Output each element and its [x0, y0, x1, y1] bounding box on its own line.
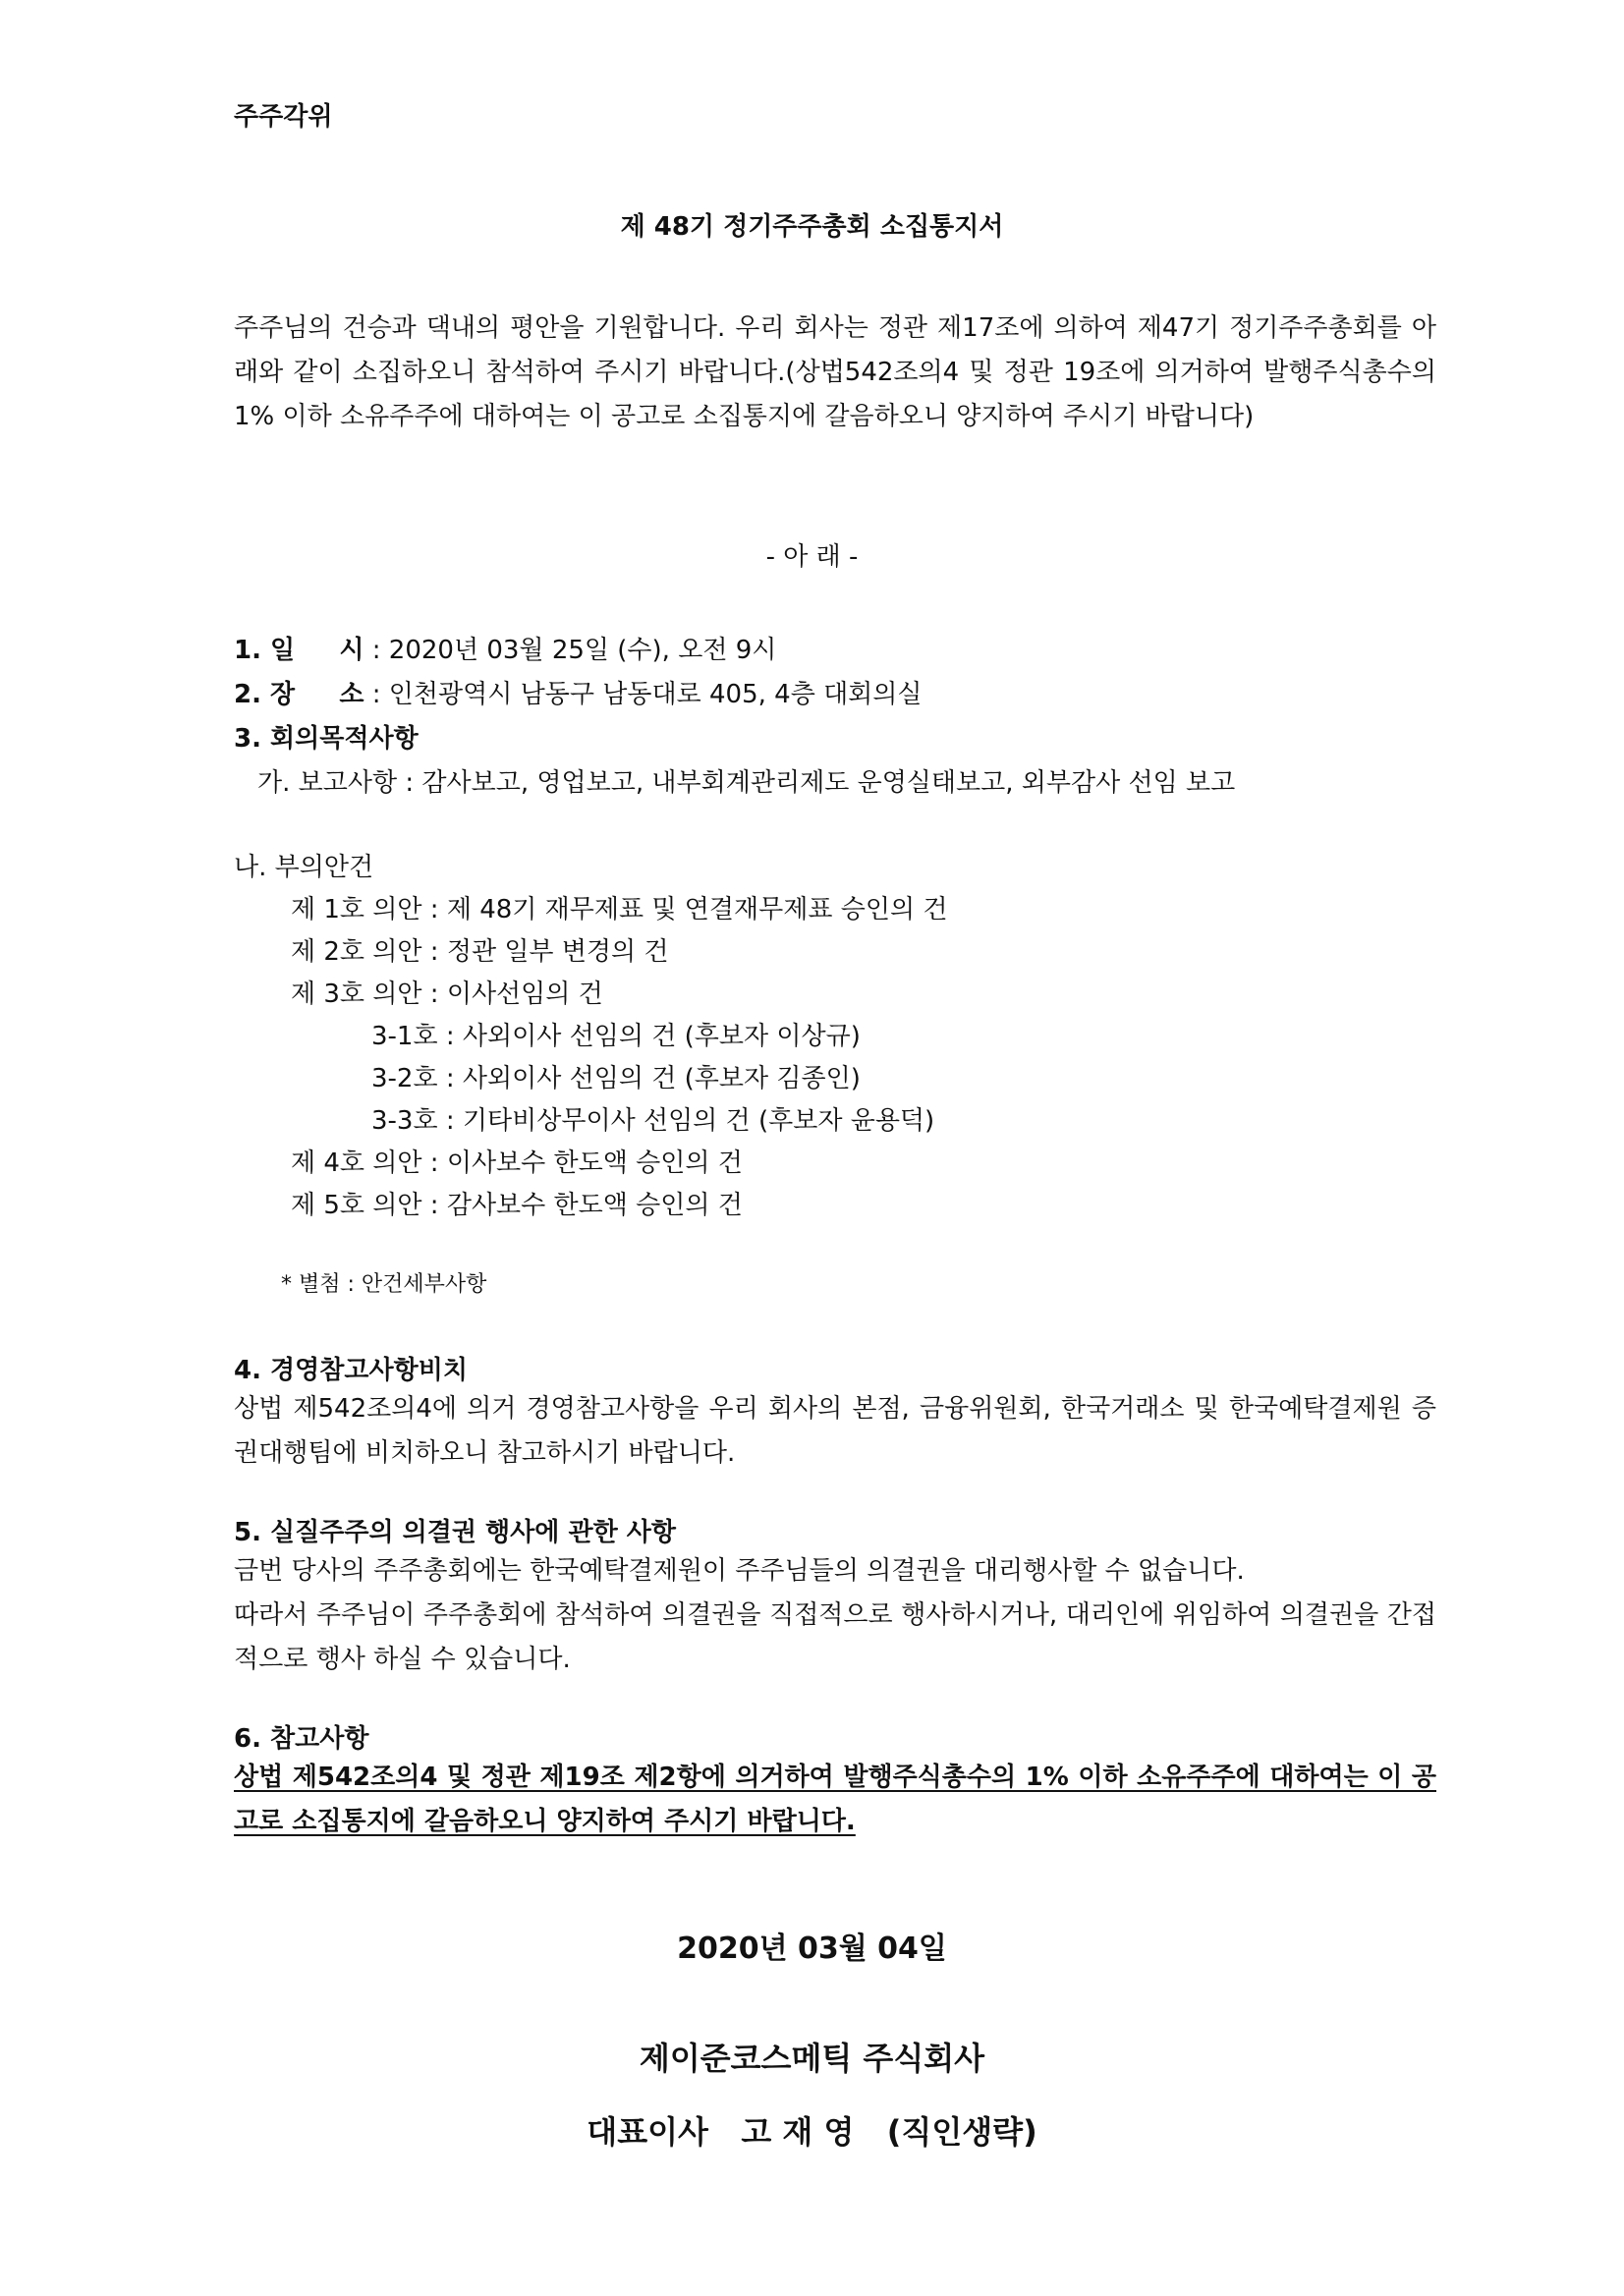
attachment-note: * 별첨 : 안건세부사항 [281, 1272, 487, 1297]
item-purpose-heading: 3. 회의목적사항 [234, 724, 419, 754]
issue-date: 2020년 03월 04일 [677, 1932, 947, 1966]
agenda-item: 제 1호 의안 : 제 48기 재무제표 및 연결재무제표 승인의 건 [291, 895, 948, 924]
agenda-item: 제 3호 의안 : 이사선임의 건 [291, 980, 603, 1009]
section-5-heading: 5. 실질주주의 의결권 행사에 관한 사항 [234, 1518, 676, 1547]
section-4-heading: 4. 경영참고사항비치 [234, 1356, 468, 1385]
section-6-heading: 6. 참고사항 [234, 1724, 369, 1754]
section-5-line1: 금번 당사의 주주총회에는 한국예탁결제원이 주주님들의 의결권을 대리행사할 수 없습니다. [234, 1556, 1245, 1586]
company-name: 제이준코스메틱 주식회사 [639, 2040, 985, 2077]
agenda-item: 제 4호 의안 : 이사보수 한도액 승인의 건 [291, 1148, 743, 1178]
item-place-value: : 인천광역시 남동구 남동대로 405, 4층 대회의실 [364, 680, 923, 709]
document-title: 제 48기 정기주주총회 소집통지서 [620, 212, 1004, 242]
report-items: 가. 보고사항 : 감사보고, 영업보고, 내부회계관리제도 운영실태보고, 외부감사 선임 보고 [257, 768, 1236, 798]
item-date-value: : 2020년 03월 25일 (수), 오전 9시 [364, 636, 777, 665]
meeting-details [234, 629, 1436, 806]
agenda-item: 제 2호 의안 : 정관 일부 변경의 건 [291, 937, 669, 967]
sub-agenda-item: 3-1호 : 사외이사 선임의 건 (후보자 이상규) [371, 1022, 861, 1051]
ceo-signature: 대표이사 고 재 영 (직인생략) [587, 2113, 1037, 2151]
agenda-heading: 나. 부의안건 [234, 853, 374, 882]
item-place-label: 2. 장 소 [234, 680, 364, 709]
section-4-body: 상법 제542조의4에 의거 경영참고사항을 우리 회사의 본점, 금융위원회, 한국거래소 및 한국예탁결제원 증권대행팀에 비치하오니 참고하시기 바랍니다. [234, 1394, 1436, 1468]
sub-agenda-item: 3-2호 : 사외이사 선임의 건 (후보자 김종인) [371, 1064, 861, 1093]
intro-paragraph: 주주님의 건승과 댁내의 평안을 기원합니다. 우리 회사는 정관 제17조에 의하여 제47기 정기주주총회를 아래와 같이 소집하오니 참석하여 주시기 바랍니다.(상법542조의4 및 정관 19조에 의거하여 발행주식총수의 1% 이하 소유주주에 대하여는 이 공고로 소집통지에 갈음하오니 양지하여 주시기 바랍니다) [234, 313, 1436, 431]
section-6-body: 상법 제542조의4 및 정관 제19조 제2항에 의거하여 발행주식총수의 1% 이하 소유주주에 대하여는 이 공고로 소집통지에 갈음하오니 양지하여 주시기 바랍니다. [234, 1763, 1436, 1836]
item-place [234, 673, 1436, 717]
below-marker: - 아 래 - [765, 542, 859, 572]
section-5-body: 따라서 주주님이 주주총회에 참석하여 의결권을 직접적으로 행사하시거나, 대리인에 위임하여 의결권을 간접적으로 행사 하실 수 있습니다. [234, 1600, 1436, 1674]
agenda-block [234, 847, 1436, 1227]
sub-agenda-item: 3-3호 : 기타비상무이사 선임의 건 (후보자 윤용덕) [371, 1106, 935, 1136]
addressee: 주주각위 [234, 102, 333, 132]
item-date-label: 1. 일 시 [234, 636, 364, 665]
item-date [234, 629, 1436, 673]
agenda-item: 제 5호 의안 : 감사보수 한도액 승인의 건 [291, 1191, 743, 1220]
